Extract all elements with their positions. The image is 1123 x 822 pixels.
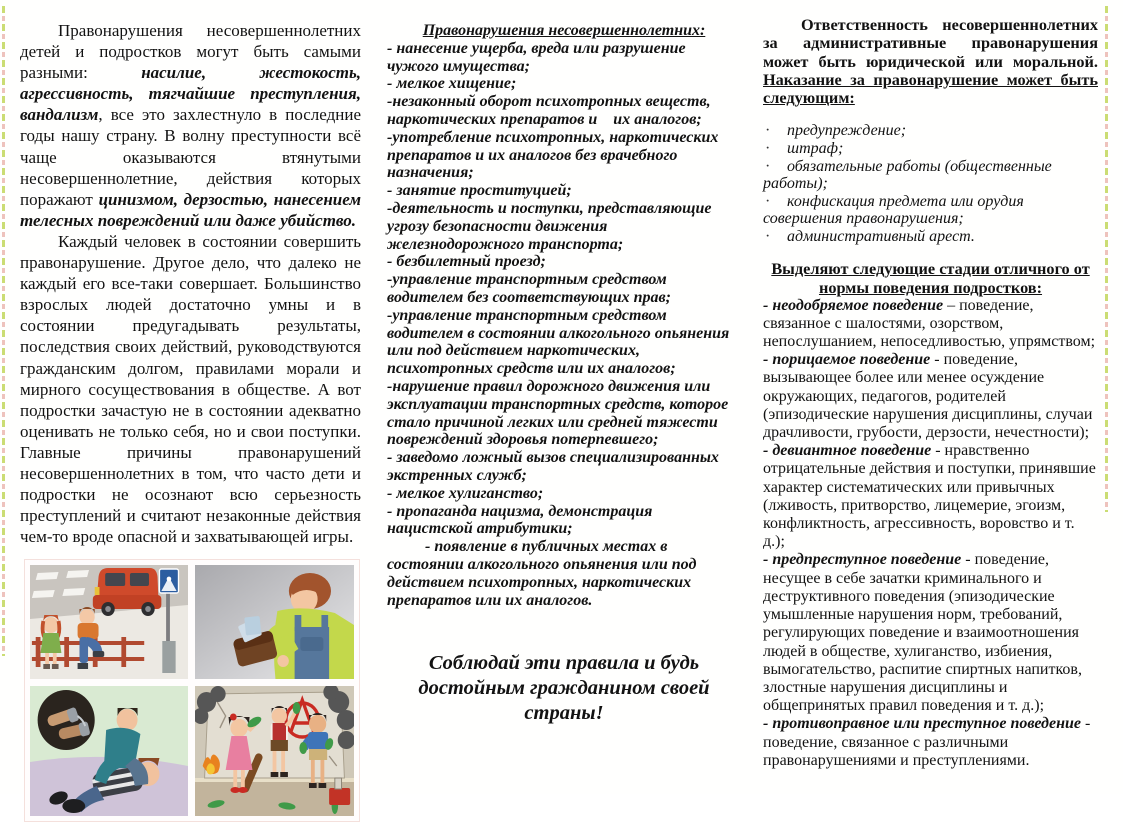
stages-heading: Выделяют следующие стадии отличного от нормы поведения подростков: (771, 258, 1090, 297)
punishment-item: · конфискация предмета или орудия совершения правонарушения; (763, 193, 1098, 228)
illustration-grid (24, 559, 360, 822)
intro-paragraph-1: Правонарушения несовершеннолетних детей и подростков могут быть самыми разными: насилие, жестокость, агрессивность, тягчайшие преступления, вандализм, все это захлестнуло в последние годы нашу страну. В волну преступности всё чаще оказываются втянутыми несовершеннолетние, действия которых поражают цинизмом, дерзостью, нанесением телесных повреждений или даже убийство. (20, 21, 362, 230)
punishments-list (763, 122, 1098, 245)
offense-item: -управление транспортным средством водителем без соответствующих прав; (387, 271, 672, 306)
offense-item: -незаконный оборот психотропных веществ, наркотических препаратов и их аналогов; (387, 93, 715, 128)
punishment-item: · административный арест. (763, 228, 1098, 246)
punishment-item: · штраф; (763, 140, 1098, 158)
handcuffs-inset (38, 690, 95, 750)
offense-item: -деятельность и поступки, представляющие угрозу безопасности движения железнодорожного транспорта; (387, 199, 716, 253)
stage-item: - противоправное или преступное поведение - поведение, связанное с различными правонарушениями и преступлениями. (763, 715, 1091, 769)
punishment-item: · обязательные работы (общественные работы); (763, 158, 1098, 193)
offense-item: - мелкое хулиганство; (387, 484, 544, 502)
offense-item: - появление в публичных местах в состоянии алкогольного опьянения или под действием психотропных, наркотических препаратов или их аналогов. (387, 538, 701, 609)
offenses-heading: Правонарушения несовершеннолетних: (422, 22, 706, 39)
stage-item: - девиантное поведение - нравственно отрицательные действия и поступки, принявшие характер систематических или привычных (лживость, притворство, лицемерие, эгоизм, конфликтность, агрессивность, воровство и т. д.); (763, 442, 1096, 551)
column-intro (20, 20, 361, 822)
offense-item: -управление транспортным средством водителем в состоянии алкогольного опьянения или под действием наркотических, психотропных средств или их аналогов; (387, 306, 734, 378)
offense-item: - заведомо ложный вызов специализированных экстренных служб; (387, 449, 723, 484)
offense-item: - нанесение ущерба, вреда или разрушение чужого имущества; (387, 39, 690, 75)
traffic-violation-cartoon (30, 565, 188, 679)
left-fold-dashed-line (2, 6, 5, 656)
right-fold-dashed-line (1105, 6, 1108, 512)
wallet-theft-photo (195, 565, 354, 679)
offense-item: - мелкое хищение; (387, 75, 517, 93)
stage-item: - порицаемое поведение - поведение, вызывающее более или менее осуждение окружающих, педагогов, родителей (эпизодические нарушения дисциплины, случаи драчливости, грубости, дерзости, нечестности); (763, 351, 1093, 442)
stages-list (763, 297, 1098, 770)
offense-item: - занятие проституцией; (387, 182, 572, 200)
wallet-theft-image (195, 565, 354, 679)
red-car (93, 568, 162, 616)
offenses-list (387, 40, 741, 610)
stage-item: - предпреступное поведение - поведение, несущее в себе зачатки криминального и деструктивного поведения (эпизодические умышленные нарушения норм, требований, регулирующих поведение и взаимоотношения людей в обществе, хулиганство, избиения, вымогательство, распитие спиртных напитков, злостные нарушения дисциплины и общепринятых правил поведения и т. д.); (763, 551, 1082, 715)
column-responsibility (763, 16, 1098, 770)
fight-image (30, 686, 188, 816)
traffic-violation-image (30, 565, 188, 679)
offense-item: - безбилетный проезд; (387, 253, 546, 271)
offense-item: -нарушение правил дорожного движения или эксплуатации транспортных средств, которое стало причиной легких или средней тяжести повреждений здоровья потерпевшего; (387, 377, 733, 449)
responsibility-intro: Ответственность несовершеннолетних за административные правонарушения может быть юридической или моральной. Наказание за правонарушение может быть следующим: (763, 15, 1098, 108)
vandalism-image (195, 686, 354, 816)
column-offenses (387, 22, 741, 747)
intro-paragraph-2: Каждый человек в состоянии совершить правонарушение. Другое дело, что далеко не каждый его все-таки совершает. Большинство взрослых людей достаточно умны и в состоянии предугадывать результаты, последствия своих действий, руководствуются гражданским долгом, правилами морали и мирного сосуществования в обществе. А вот подростки зачастую не в состоянии адекватно оценивать не только себя, но и свои поступки. Главные причины правонарушений несовершеннолетних в том, что часто дети и подростки не осознают всю серьезность преступлений и считают незаконные действия чем-то вроде опасной и захватывающей игры. (20, 231, 361, 547)
stage-item: - неодобряемое поведение – поведение, связанное с шалостями, озорством, непослушанием, непоседливостью, упрямством; (763, 296, 1096, 351)
punishment-item: · предупреждение; (763, 122, 1098, 140)
offense-item: - пропаганда нацизма, демонстрация нацистской атрибутики; (387, 502, 657, 538)
vandalism-cartoon (195, 686, 354, 816)
slogan-text: Соблюдай эти правила и будь достойным гражданином своей страны! (418, 652, 710, 725)
offense-item: -употребление психотропных, наркотических препаратов и их аналогов без врачебного назначения; (387, 128, 723, 182)
fight-photo (30, 686, 188, 816)
